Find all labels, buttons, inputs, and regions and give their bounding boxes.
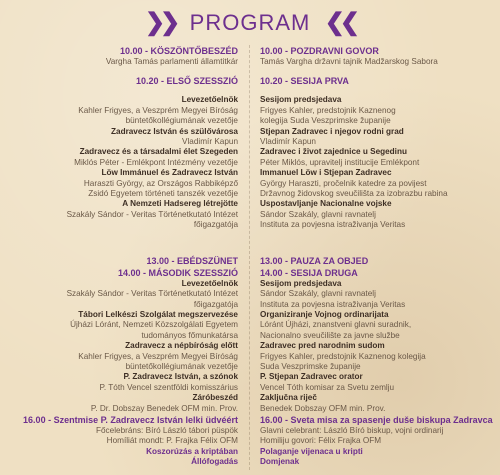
chair-line: Instituta za povjesna istraživanja Veritas [260, 299, 406, 309]
talk-speaker: főigazgatója [193, 220, 238, 230]
program-header [0, 8, 500, 38]
talk-title: P. Stjepan Zadravec orator [260, 372, 363, 382]
mass-title: 16.00 - Szentmise P. Zadravecz István lelki üdvéért [23, 414, 238, 425]
chair-line: Kahler Frigyes, a Veszprém Megyei Bíróság [78, 105, 238, 115]
talk-speaker: Državnog židovskog sveučilišta za izobrazbu rabina [260, 189, 448, 199]
mass-line: Főcelebráns: Bíró László tábori püspök [96, 425, 238, 435]
talk-speaker: Nacionalno sveučilište za javne službe [260, 330, 400, 340]
hungarian-column [0, 45, 238, 468]
chair-label: Levezetőelnök [181, 95, 238, 105]
talk-speaker: Suda Veszprimske županije [260, 361, 361, 371]
talk-title: Zaključna riječ [260, 393, 317, 403]
chevron-right-icon: ❯❯ [144, 9, 176, 36]
talk-speaker: Kahler Frigyes, a Veszprém Megyei Bíróság [78, 351, 238, 361]
talk-title: Záróbeszéd [192, 393, 238, 403]
croatian-column [260, 45, 496, 468]
talk-speaker: P. Tóth Vencel szentföldi komisszárius [99, 382, 238, 392]
talk-speaker: Vladimír Kapun [182, 137, 238, 147]
talk-speaker: Sándor Szakály, glavni ravnatelj [260, 209, 376, 219]
chair-label: Sesijom predsjedava [260, 278, 342, 288]
chevron-left-icon: ❮❮ [324, 9, 356, 36]
talk-speaker: Péter Miklós, upravitelj institucije Emlékpont [260, 157, 420, 167]
column-divider [249, 45, 250, 470]
talk-title: Organiziranje Vojnog ordinarijata [260, 309, 389, 319]
talk-speaker: Miklós Péter - Emlékpont Intézmény vezetője [74, 157, 238, 167]
talk-speaker: P. Dr. Dobszay Benedek OFM min. Prov. [90, 403, 238, 413]
talk-title: Löw Immánuel és Zadravecz István [101, 168, 238, 178]
talk-title: Zadravec i život zajednice u Segedinu [260, 147, 407, 157]
talk-title: A Nemzeti Hadsereg létrejötte [122, 199, 238, 209]
talk-title: Zadravecz István és szülővárosa [111, 126, 238, 136]
talk-title: Immanuel Löw i Stjepan Zadravec [260, 168, 392, 178]
talk-speaker: Szakály Sándor - Veritas Történetkutató Intézet [66, 209, 238, 219]
chair-line: Frigyes Kahler, predstojnik Kaznenog [260, 105, 396, 115]
talk-speaker: György Haraszti, pročelnik katedre za povijest [260, 178, 427, 188]
talk-title: Tábori Lelkészi Szolgálat megszervezése [78, 309, 238, 319]
talk-title: P. Zadravecz István, a szónok [123, 372, 238, 382]
talk-speaker: Haraszti György, az Országos Rabbiképző [83, 178, 238, 188]
session2-title: 14.00 - MÁSODIK SZESSZIÓ [117, 267, 238, 278]
opening-time: 10.00 - KÖSZÖNTŐBESZÉD [119, 46, 238, 56]
talk-speaker: Vladimír Kapun [260, 137, 316, 147]
talk-speaker: Zsidó Egyetem történeti tanszék vezetője [88, 189, 238, 199]
talk-title: Zadravecz és a társadalmi élet Szegeden [79, 147, 238, 157]
talk-speaker: Vencel Tóth komisar za Svetu zemlju [260, 382, 395, 392]
lunch-break: 13.00 - EBÉDSZÜNET [146, 255, 238, 266]
mass-reception: Domjenak [260, 457, 300, 467]
opening-speaker: Vargha Tamás parlamenti államtitkár [105, 57, 238, 66]
chair-label: Levezetőelnök [181, 278, 238, 288]
opening-speaker: Tamás Vargha državni tajnik Madžarskog Sabora [260, 57, 438, 66]
chair-line: Szakály Sándor - Veritas Történetkutató Intézet [66, 289, 238, 299]
talk-speaker: Lóránt Újházi, znanstveni glavni suradnik, [260, 320, 412, 330]
talk-speaker: tudományos főmunkatársa [141, 330, 238, 340]
talk-title: Zadravecz a népbíróság előtt [125, 341, 238, 351]
page-title: PROGRAM [189, 9, 311, 35]
chair-line: kolegija Suda Veszprimske županije [260, 116, 391, 126]
talk-speaker: Benedek Dobszay OFM min. Prov. [260, 403, 386, 413]
mass-line: Glavni celebrant: László Bíró biskup, vojni ordinarij [260, 425, 444, 435]
talk-title: Zadravec pred narodnim sudom [260, 341, 385, 351]
talk-title: Stjepan Zadravec i njegov rodni grad [260, 126, 404, 136]
session1-title: 10.20 - SESIJA PRVA [260, 76, 349, 87]
mass-line: Homiliju govori: Félix Frajka OFM [260, 436, 382, 446]
chair-label: Sesijom predsjedava [260, 95, 342, 105]
opening-time: 10.00 - POZDRAVNI GOVOR [260, 46, 379, 56]
lunch-break: 13.00 - PAUZA ZA OBJED [260, 255, 369, 266]
chair-line: Sándor Szakály, glavni ravnatelj [260, 289, 376, 299]
talk-title: Uspostavljanje Nacionalne vojske [260, 199, 392, 209]
chair-line: főigazgatója [193, 299, 238, 309]
talk-speaker: Újházi Lóránt, Nemzeti Közszolgálati Egyetem [70, 320, 238, 330]
mass-title: 16.00 - Sveta misa za spasenje duše biskupa Zadravca [260, 414, 493, 425]
session2-title: 14.00 - SESIJA DRUGA [260, 267, 358, 278]
chair-line: büntetőkollégiumának vezetője [125, 116, 238, 126]
session1-title: 10.20 - ELSŐ SZESSZIÓ [135, 76, 238, 87]
mass-line: Homíliát mondt: P. Frajka Félix OFM [106, 436, 238, 446]
talk-speaker: büntetőkollégiumának vezetője [125, 361, 238, 371]
talk-speaker: Instituta za povjesna istraživanja Veritas [260, 220, 406, 230]
talk-speaker: Frigyes Kahler, predstojnik Kaznenog kolegija [260, 351, 426, 361]
mass-wreath: Koszorúzás a kriptában [146, 446, 238, 456]
mass-reception: Állófogadás [191, 457, 238, 467]
mass-wreath: Polaganje vijenaca u kripti [260, 446, 363, 456]
